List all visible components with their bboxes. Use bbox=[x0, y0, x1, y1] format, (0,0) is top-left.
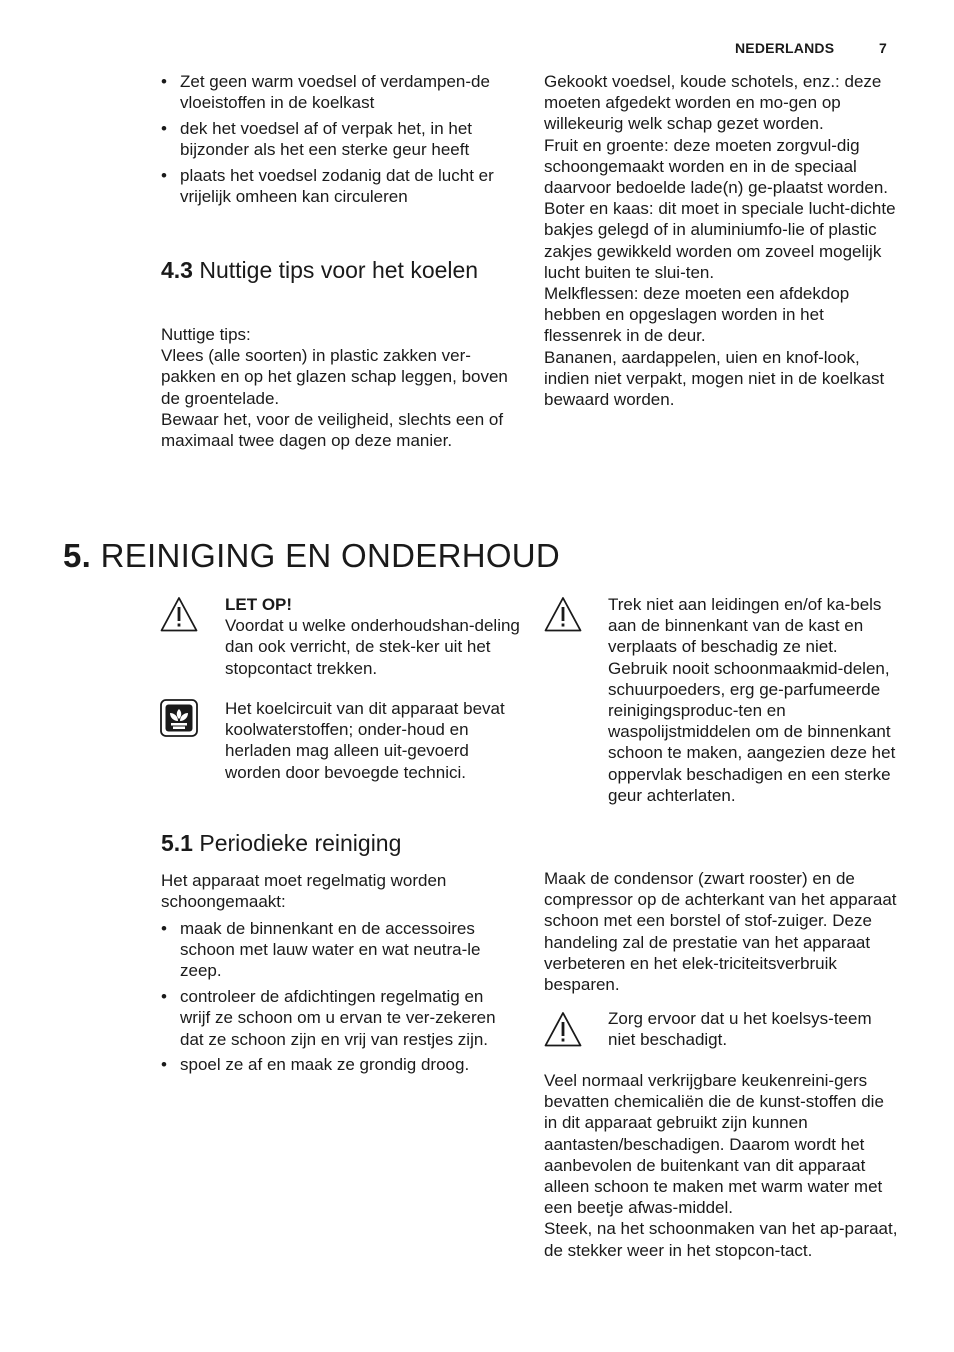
warning-text: Zorg ervoor dat u het koelsys-teem niet beschadigt. bbox=[608, 1009, 872, 1050]
chapter-heading bbox=[63, 535, 560, 577]
paragraph: Boter en kaas: dit moet in speciale lucht-dichte bakjes gelegd of in aluminiumfo-lie of plastic zakjes gewikkeld worden om zoveel mogelijk lucht buiten te slui-ten. bbox=[544, 199, 896, 282]
condensor-paragraph: Maak de condensor (zwart rooster) en de compressor op de achterkant van het apparaat schoon met een borstel of stof-zuiger. Deze handeling zal de prestatie van het apparaat verbeteren en het elek-triciteitsverbruik besparen. bbox=[544, 869, 897, 995]
paragraph: Veel normaal verkrijgbare keukenreini-gers bevatten chemicaliën die de kunst-stoffen die in dit apparaat gebruikt zijn kunnen aantasten/beschadigen. Daarom wordt het aanbevolen de buitenkant van dit apparaat alleen schoon te maken met warm water met een beetje afwas-middel. bbox=[544, 1071, 884, 1218]
list-item: • plaats het voedsel zodanig dat de lucht er vrijelijk omheen kan circuleren bbox=[161, 165, 517, 207]
header-language: NEDERLANDS bbox=[735, 40, 835, 56]
warning-triangle-icon bbox=[543, 595, 583, 635]
section-4-3-body bbox=[161, 324, 511, 451]
section-4-3-heading bbox=[161, 256, 481, 284]
list-item: • maak de binnenkant en de accessoires schoon met lauw water en wat neutra-le zeep. bbox=[161, 918, 517, 982]
chapter-number: 5. bbox=[63, 537, 92, 574]
paragraph: Gekookt voedsel, koude schotels, enz.: deze moeten afgedekt worden en mo-gen op willekeurig welk schap gezet worden. bbox=[544, 72, 882, 134]
warning-text: Gebruik nooit schoonmaakmid-delen, schuurpoeders, erg ge-parfumeerde reinigingsproduc-ten en waspolijstmiddelen om de binnenkant schoon te maken, aangezien deze het oppervlak beschadigen en een sterke geur achterlaten. bbox=[608, 658, 896, 805]
paragraph: Melkflessen: deze moeten een afdekdop hebben en opgeslagen worden in het flessenrek in de deur. bbox=[544, 284, 850, 346]
section-5-1-bullet-list bbox=[161, 918, 517, 1080]
environment-text: Het koelcircuit van dit apparaat bevat koolwaterstoffen; onder-houd en herladen mag alleen uit-gevoerd worden door bevoegde technici. bbox=[225, 699, 505, 782]
section-title: Nuttige tips voor het koelen bbox=[199, 257, 479, 283]
warning-triangle-icon bbox=[159, 595, 199, 635]
section-number: 4.3 bbox=[161, 257, 193, 283]
paragraph: Nuttige tips: bbox=[161, 325, 251, 344]
list-item: • controleer de afdichtingen regelmatig en wrijf ze schoon om u ervan te ver-zekeren dat ze schoon zijn en vrij van restjes zijn. bbox=[161, 986, 517, 1050]
paragraph: Fruit en groente: deze moeten zorgvul-dig schoongemaakt worden en in de speciaal daarvoor bedoelde lade(n) ge-plaatst worden. bbox=[544, 135, 889, 198]
environment-icon bbox=[159, 698, 199, 738]
paragraph: Steek, na het schoonmaken van het ap-paraat, de stekker weer in het stopcon-tact. bbox=[544, 1219, 898, 1260]
section-5-1-heading bbox=[161, 829, 511, 857]
list-item: • spoel ze af en maak ze grondig droog. bbox=[161, 1054, 517, 1075]
warning-note bbox=[608, 594, 900, 806]
list-item: • Zet geen warm voedsel of verdampen-de vloeistoffen in de koelkast bbox=[161, 71, 517, 113]
section-number: 5.1 bbox=[161, 830, 193, 856]
warning-triangle-icon bbox=[543, 1010, 583, 1050]
section-4-right-body bbox=[544, 71, 896, 410]
list-item: • dek het voedsel af of verpak het, in het bijzonder als het een sterke geur heeft bbox=[161, 118, 517, 160]
chapter-title: REINIGING EN ONDERHOUD bbox=[100, 537, 561, 574]
warning-text: Trek niet aan leidingen en/of ka-bels aan de binnenkant van de kast en verplaats of beschadig ze niet. bbox=[608, 595, 882, 657]
closing-body bbox=[544, 1070, 899, 1261]
section-5-1-intro: Het apparaat moet regelmatig worden schoongemaakt: bbox=[161, 871, 447, 912]
warning-text: Voordat u welke onderhoudshan-deling dan ook verricht, de stek-ker uit het stopcontact trekken. bbox=[225, 616, 520, 678]
page-number: 7 bbox=[879, 40, 887, 56]
section-4-bullet-list bbox=[161, 71, 517, 212]
section-title: Periodieke reiniging bbox=[199, 830, 402, 856]
paragraph: Bewaar het, voor de veiligheid, slechts een of maximaal twee dagen op deze manier. bbox=[161, 409, 504, 451]
paragraph: Bananen, aardappelen, uien en knof-look, indien niet verpakt, mogen niet in de koelkast bewaard worden. bbox=[544, 347, 885, 410]
warning-note bbox=[225, 594, 520, 679]
warning-heading: LET OP! bbox=[225, 595, 293, 614]
paragraph: Vlees (alle soorten) in plastic zakken ver-pakken en op het glazen schap leggen, boven de groentelade. bbox=[161, 346, 508, 408]
environment-note bbox=[225, 698, 520, 783]
